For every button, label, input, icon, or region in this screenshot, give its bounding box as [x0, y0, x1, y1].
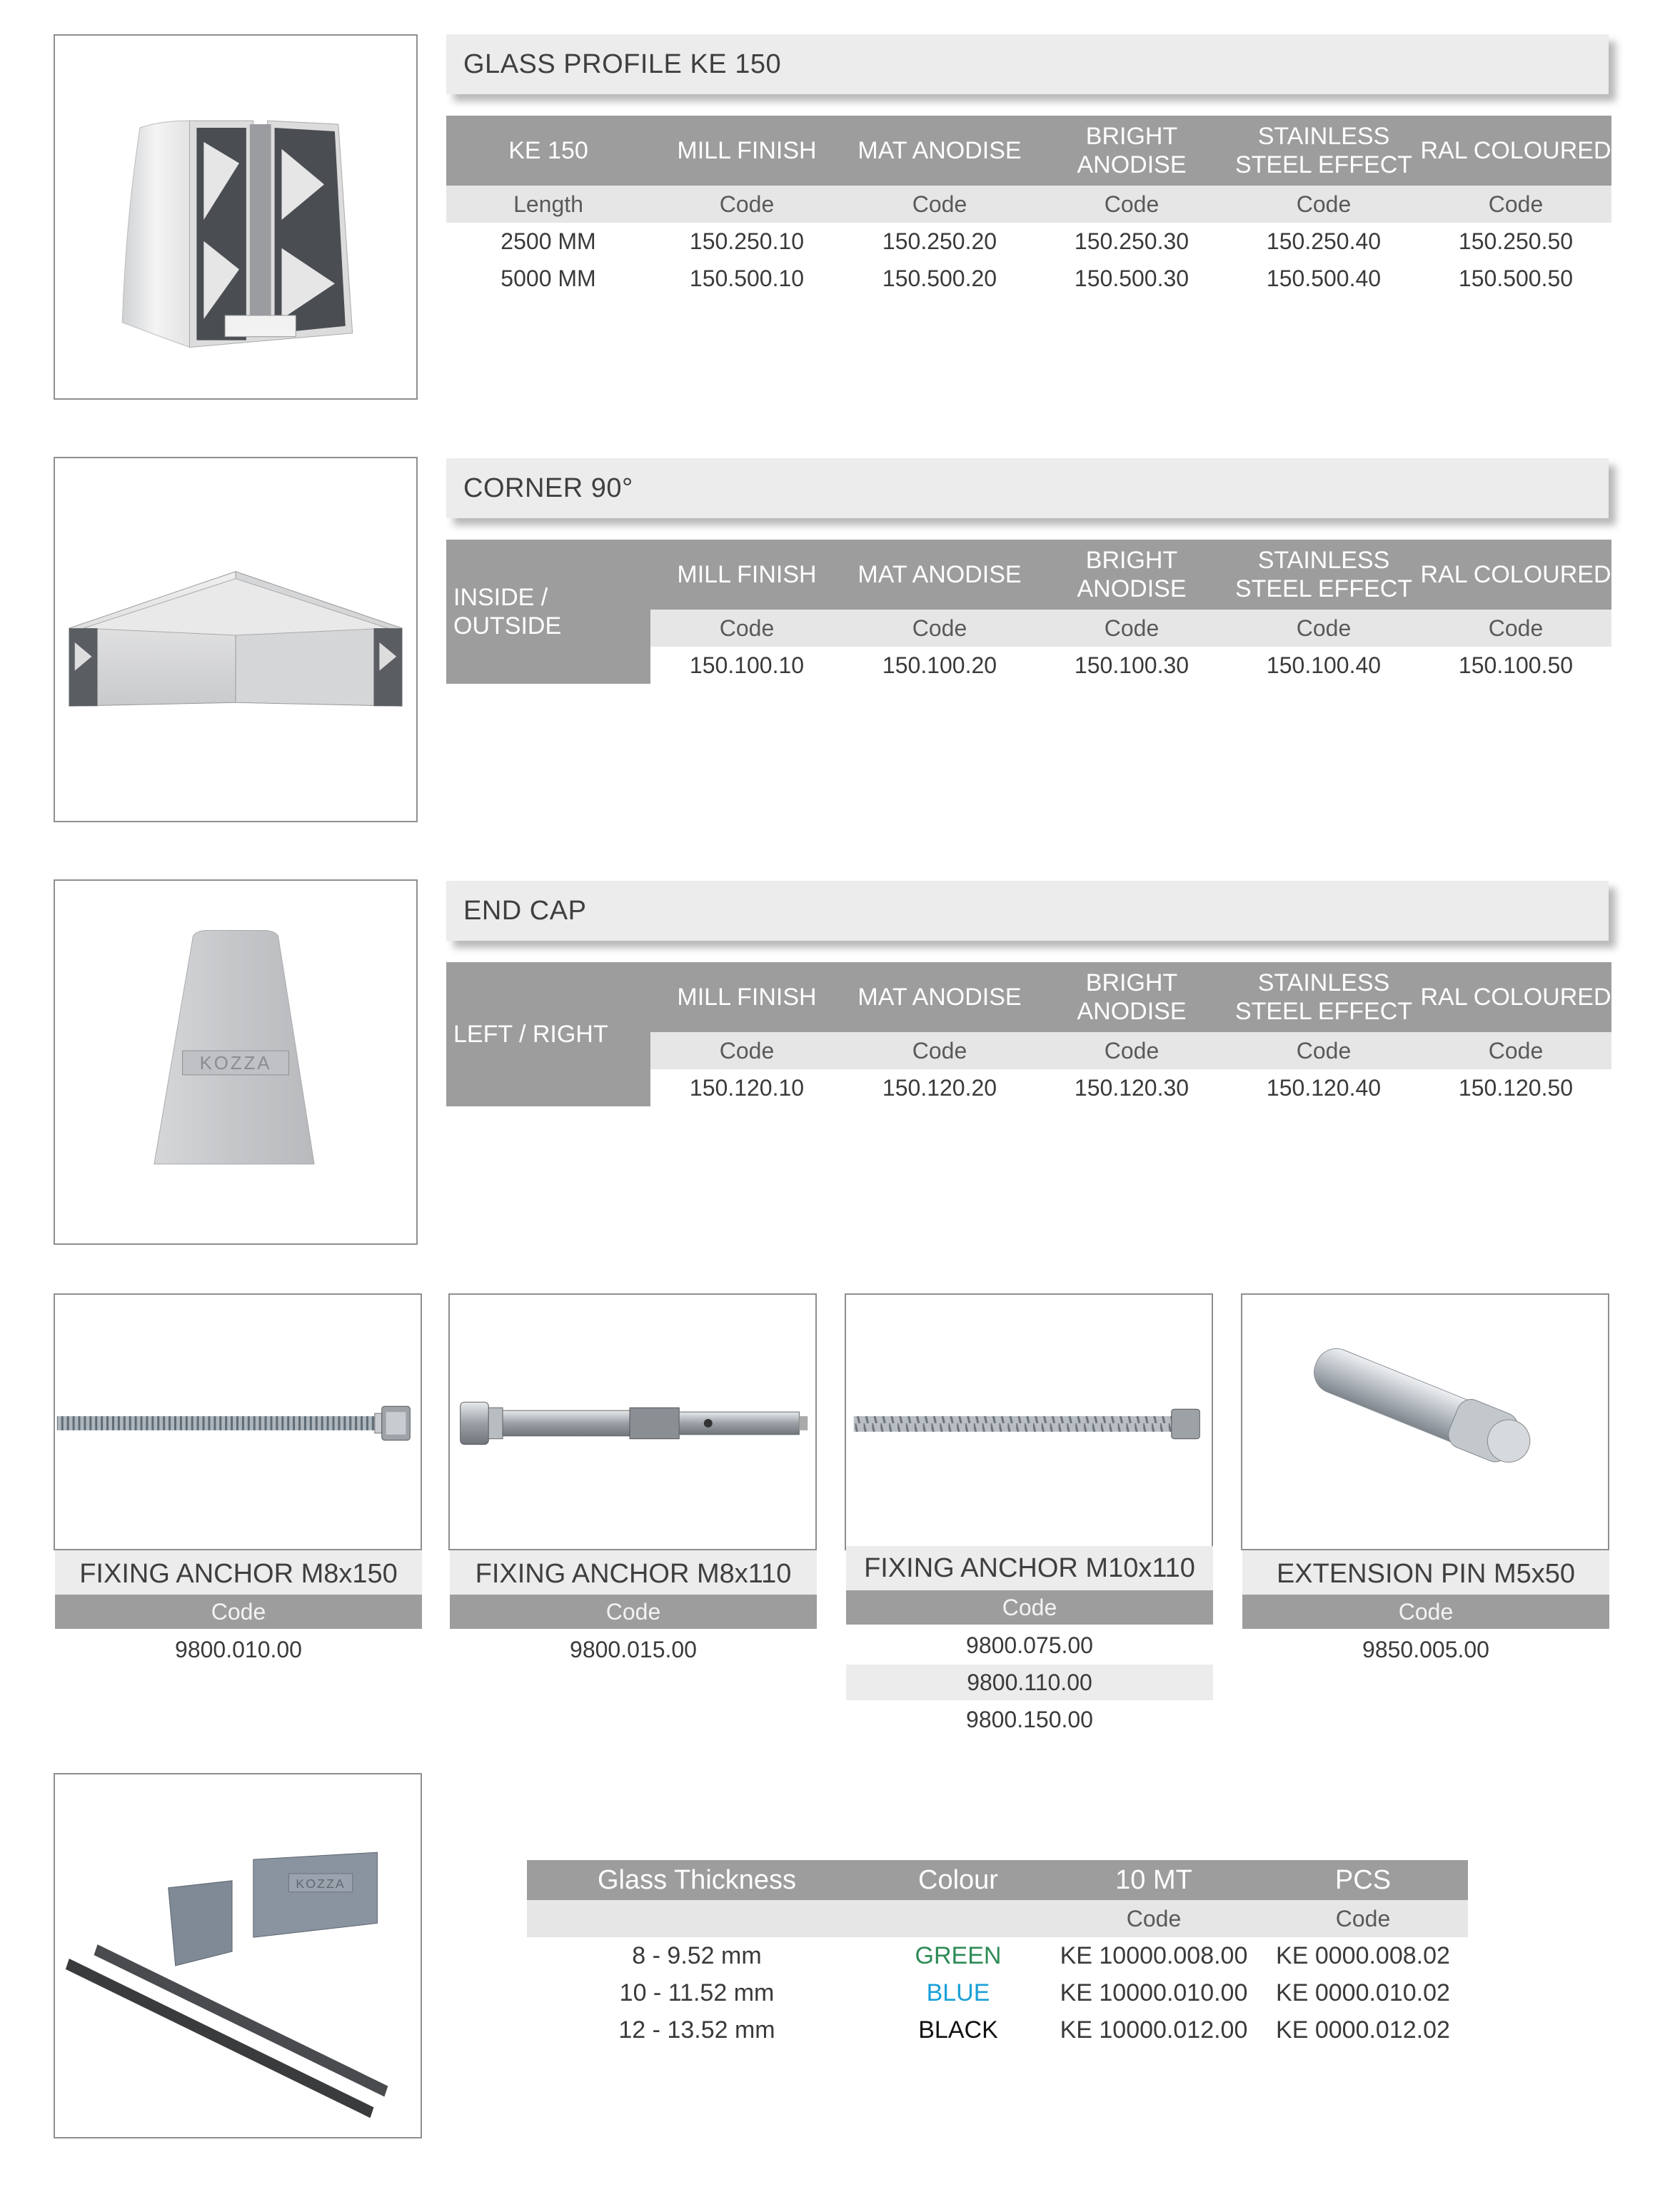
code-cell: 150.100.50: [1458, 652, 1574, 678]
corner-table: [446, 540, 1611, 684]
code-cell: 150.250.20: [882, 228, 997, 254]
mt-code-cell: KE 10000.012.00: [1060, 2016, 1248, 2044]
extension-pin-frame: [1241, 1293, 1609, 1550]
header-mat-anodise: MAT ANODISE: [843, 540, 1036, 610]
header-mill-finish: MILL FINISH: [650, 540, 843, 610]
table-row: [527, 1937, 1468, 1974]
subheader-code: Code: [1036, 186, 1227, 223]
subheader-code: Code: [650, 186, 843, 223]
subheader-code: Code: [1227, 610, 1420, 647]
end-cap-title: END CAP: [446, 881, 1609, 941]
subheader-code: Code: [1227, 186, 1420, 223]
extension-pin-image: [1242, 1295, 1608, 1549]
header-ral-coloured: RAL COLOURED: [1420, 116, 1611, 186]
product-code: 9850.005.00: [1362, 1637, 1489, 1662]
code-cell: 150.500.20: [882, 265, 997, 291]
code-cell: 150.100.10: [689, 652, 805, 678]
header-mat-anodise: MAT ANODISE: [843, 116, 1036, 186]
product-code-header: Code: [846, 1590, 1213, 1625]
code-cell: 150.250.50: [1458, 228, 1574, 254]
length-cell: 2500 MM: [501, 228, 596, 254]
header-ral-coloured: RAL COLOURED: [1420, 540, 1611, 610]
subheader-empty: [867, 1900, 1050, 1937]
kozza-logo: KOZZA: [199, 1053, 272, 1074]
subheader-code: Code: [1420, 1032, 1611, 1069]
glass-profile-title: GLASS PROFILE KE 150: [446, 34, 1609, 94]
glass-profile-image: [55, 36, 416, 398]
header-mat-anodise: MAT ANODISE: [843, 962, 1036, 1032]
end-cap-image-frame: [54, 879, 418, 1245]
header-10mt: 10 MT: [1050, 1860, 1258, 1900]
pcs-code-cell: KE 0000.012.02: [1276, 2016, 1450, 2044]
header-stainless-steel-effect: STAINLESS STEEL EFFECT: [1227, 962, 1420, 1032]
sleeve-anchor-image: [450, 1295, 815, 1549]
code-cell: 150.500.30: [1074, 265, 1189, 291]
header-ke150: KE 150: [446, 116, 650, 186]
subheader-code: Code: [1258, 1900, 1468, 1937]
subheader-code: Code: [1227, 1032, 1420, 1069]
code-cell: 150.120.40: [1266, 1074, 1382, 1101]
code-cell: 150.120.50: [1458, 1074, 1574, 1101]
code-cell: 150.100.40: [1266, 652, 1382, 678]
code-cell: 150.500.50: [1458, 265, 1574, 291]
header-mill-finish: MILL FINISH: [650, 962, 843, 1032]
product-code-header: Code: [1242, 1595, 1609, 1629]
length-cell: 5000 MM: [501, 265, 596, 291]
product-code: 9800.110.00: [846, 1665, 1213, 1700]
subheader-code: Code: [1036, 1032, 1227, 1069]
subheader-code: Code: [650, 1032, 843, 1069]
header-ral-coloured: RAL COLOURED: [1420, 962, 1611, 1032]
table-row: [446, 260, 1611, 297]
subheader-code: Code: [1050, 1900, 1258, 1937]
table-row: [446, 223, 1611, 260]
threaded-rod-image: [55, 1295, 421, 1549]
colour-cell-black: BLACK: [918, 2016, 998, 2044]
code-cell: 150.500.40: [1266, 265, 1382, 291]
subheader-code: Code: [843, 610, 1036, 647]
header-mill-finish: MILL FINISH: [650, 116, 843, 186]
header-pcs: PCS: [1258, 1860, 1468, 1900]
code-cell: 150.250.10: [689, 228, 805, 254]
side-label-left-right: LEFT / RIGHT: [446, 962, 650, 1106]
product-code: 9800.015.00: [570, 1637, 697, 1662]
product-code: 9800.010.00: [175, 1637, 302, 1662]
code-cell: 150.500.10: [689, 265, 805, 291]
code-cell: 150.100.20: [882, 652, 997, 678]
code-cell: 150.120.30: [1074, 1074, 1189, 1101]
code-cell: 150.120.10: [689, 1074, 805, 1101]
gasket-image: [55, 1774, 421, 2137]
kozza-logo: KOZZA: [296, 1876, 346, 1891]
code-cell: 150.250.30: [1074, 228, 1189, 254]
code-cell: 150.120.20: [882, 1074, 997, 1101]
threaded-rod-frame: [54, 1293, 422, 1550]
table-row: [527, 1974, 1468, 2011]
subheader-code: Code: [1420, 186, 1611, 223]
subheader-code: Code: [1036, 610, 1227, 647]
side-label-inside-outside: INSIDE / OUTSIDE: [446, 540, 650, 684]
corner-profile-image: [55, 458, 416, 821]
header-stainless-steel-effect: STAINLESS STEEL EFFECT: [1227, 540, 1420, 610]
header-bright-anodise: BRIGHT ANODISE: [1036, 116, 1227, 186]
header-glass-thickness: Glass Thickness: [527, 1860, 867, 1900]
subheader-length: Length: [446, 186, 650, 223]
header-colour: Colour: [867, 1860, 1050, 1900]
subheader-code: Code: [843, 186, 1036, 223]
gasket-image-frame: [54, 1773, 422, 2138]
subheader-code: Code: [650, 610, 843, 647]
sleeve-anchor-frame: [448, 1293, 817, 1550]
product-name: FIXING ANCHOR M10x110: [846, 1546, 1213, 1590]
product-name: FIXING ANCHOR M8x110: [450, 1550, 817, 1595]
product-code: 9800.075.00: [966, 1632, 1093, 1658]
header-stainless-steel-effect: STAINLESS STEEL EFFECT: [1227, 116, 1420, 186]
mt-code-cell: KE 10000.010.00: [1060, 1979, 1248, 2006]
product-code-header: Code: [55, 1595, 422, 1629]
subheader-empty: [527, 1900, 867, 1937]
pcs-code-cell: KE 0000.008.02: [1276, 1941, 1450, 1969]
header-bright-anodise: BRIGHT ANODISE: [1036, 962, 1227, 1032]
concrete-screw-image: [846, 1295, 1212, 1549]
end-cap-table: [446, 962, 1611, 1106]
thickness-cell: 10 - 11.52 mm: [619, 1979, 775, 2006]
mt-code-cell: KE 10000.008.00: [1060, 1941, 1248, 1969]
glass-profile-image-frame: [54, 34, 418, 400]
product-name: FIXING ANCHOR M8x150: [55, 1550, 422, 1595]
code-cell: 150.250.40: [1266, 228, 1382, 254]
product-name: EXTENSION PIN M5x50: [1242, 1550, 1609, 1595]
concrete-screw-frame: [845, 1293, 1213, 1550]
thickness-cell: 12 - 13.52 mm: [618, 2016, 775, 2044]
header-bright-anodise: BRIGHT ANODISE: [1036, 540, 1227, 610]
gasket-table: [527, 1860, 1468, 2049]
subheader-code: Code: [1420, 610, 1611, 647]
pcs-code-cell: KE 0000.010.02: [1276, 1979, 1450, 2006]
thickness-cell: 8 - 9.52 mm: [632, 1941, 762, 1969]
code-cell: 150.100.30: [1074, 652, 1189, 678]
colour-cell-blue: BLUE: [926, 1979, 990, 2006]
end-cap-image: [55, 881, 416, 1243]
corner-image-frame: [54, 457, 418, 822]
subheader-code: Code: [843, 1032, 1036, 1069]
glass-profile-table: [446, 116, 1611, 297]
product-code-header: Code: [450, 1595, 817, 1629]
product-code: 9800.150.00: [966, 1707, 1093, 1732]
corner-title: CORNER 90°: [446, 458, 1609, 518]
table-row: [527, 2011, 1468, 2049]
colour-cell-green: GREEN: [915, 1941, 1002, 1969]
